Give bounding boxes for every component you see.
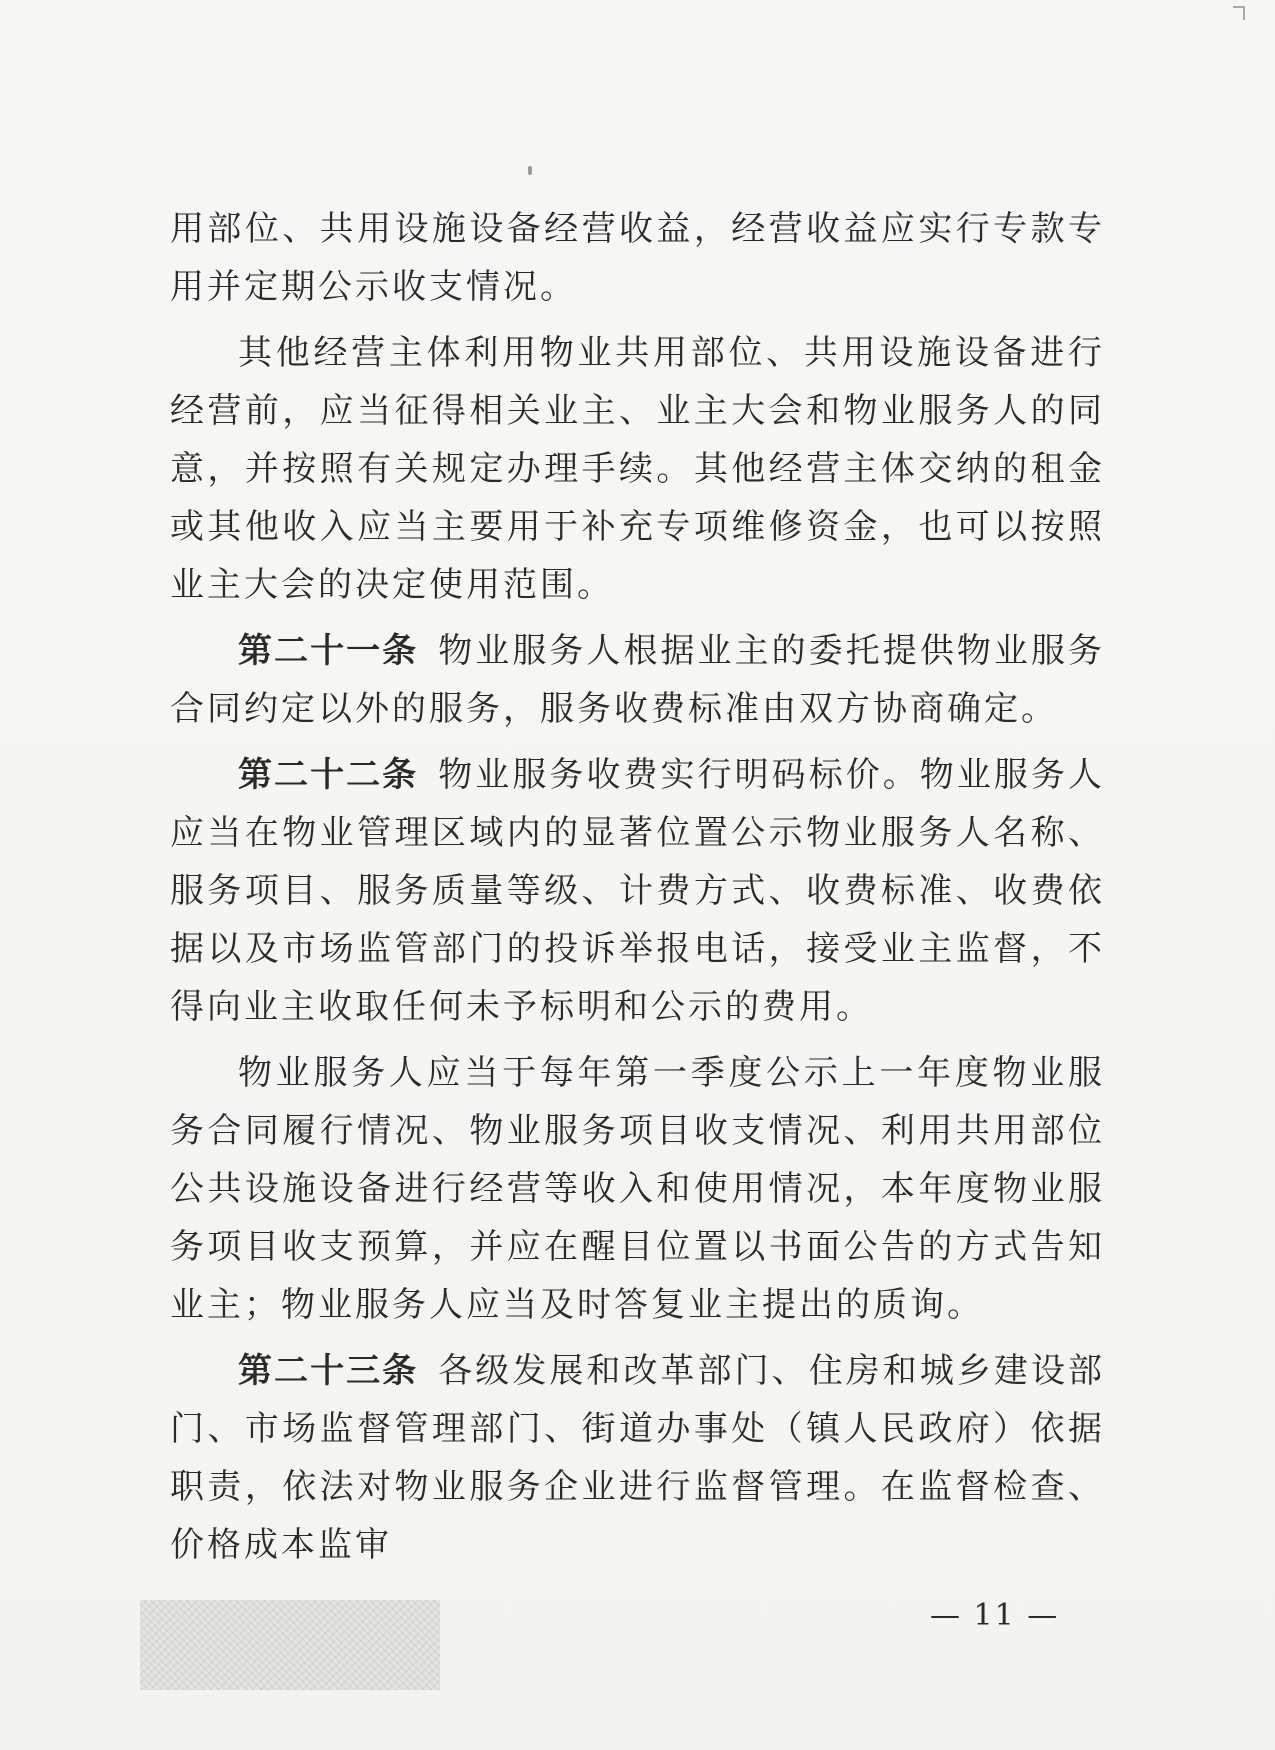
article-23-heading: 第二十三条 [238,1351,419,1391]
scanned-stamp-area [140,1600,440,1690]
article-22-heading: 第二十二条 [238,755,419,795]
article-21-heading: 第二十一条 [238,631,419,671]
scan-dot-mark [528,166,532,175]
paragraph-continuation: 用部位、共用设施设备经营收益，经营收益应实行专款专用并定期公示收支情况。 [170,209,1105,307]
paragraph-other-operators: 其他经营主体利用物业共用部位、共用设施设备进行经营前，应当征得相关业主、业主大会和物业服务人的同意，并按照有关规定办理手续。其他经营主体交纳的租金或其他收入应当主要用于补充专项维修资金，也可以按照业主大会的决定使用范围。 [170,333,1105,605]
article-22 [170,746,1105,1036]
article-22-text: 物业服务收费实行明码标价。物业服务人应当在物业管理区域内的显著位置公示物业服务人名称、服务项目、服务质量等级、计费方式、收费标准、收费依据以及市场监管部门的投诉举报电话，接受业主监督，不得向业主收取任何未予标明和公示的费用。 [170,755,1106,1027]
paragraph-annual-disclosure: 物业服务人应当于每年第一季度公示上一年度物业服务合同履行情况、物业服务项目收支情况、利用共用部位公共设施设备进行经营等收入和使用情况，本年度物业服务项目收支预算，并应在醒目位置以书面公告的方式告知业主；物业服务人应当及时答复业主提出的质询。 [170,1053,1105,1325]
article-21 [170,622,1105,738]
article-23-text: 各级发展和改革部门、住房和城乡建设部门、市场监督管理部门、街道办事处（镇人民政府）依据职责，依法对物业服务企业进行监督管理。在监督检查、价格成本监审 [170,1351,1106,1565]
article-21-text: 物业服务人根据业主的委托提供物业服务合同约定以外的服务，服务收费标准由双方协商确定。 [170,631,1106,729]
article-23 [170,1342,1105,1574]
scan-corner-mark [1233,6,1245,20]
page-number: — 11 — [930,1598,1060,1633]
body-text [170,200,1105,1582]
